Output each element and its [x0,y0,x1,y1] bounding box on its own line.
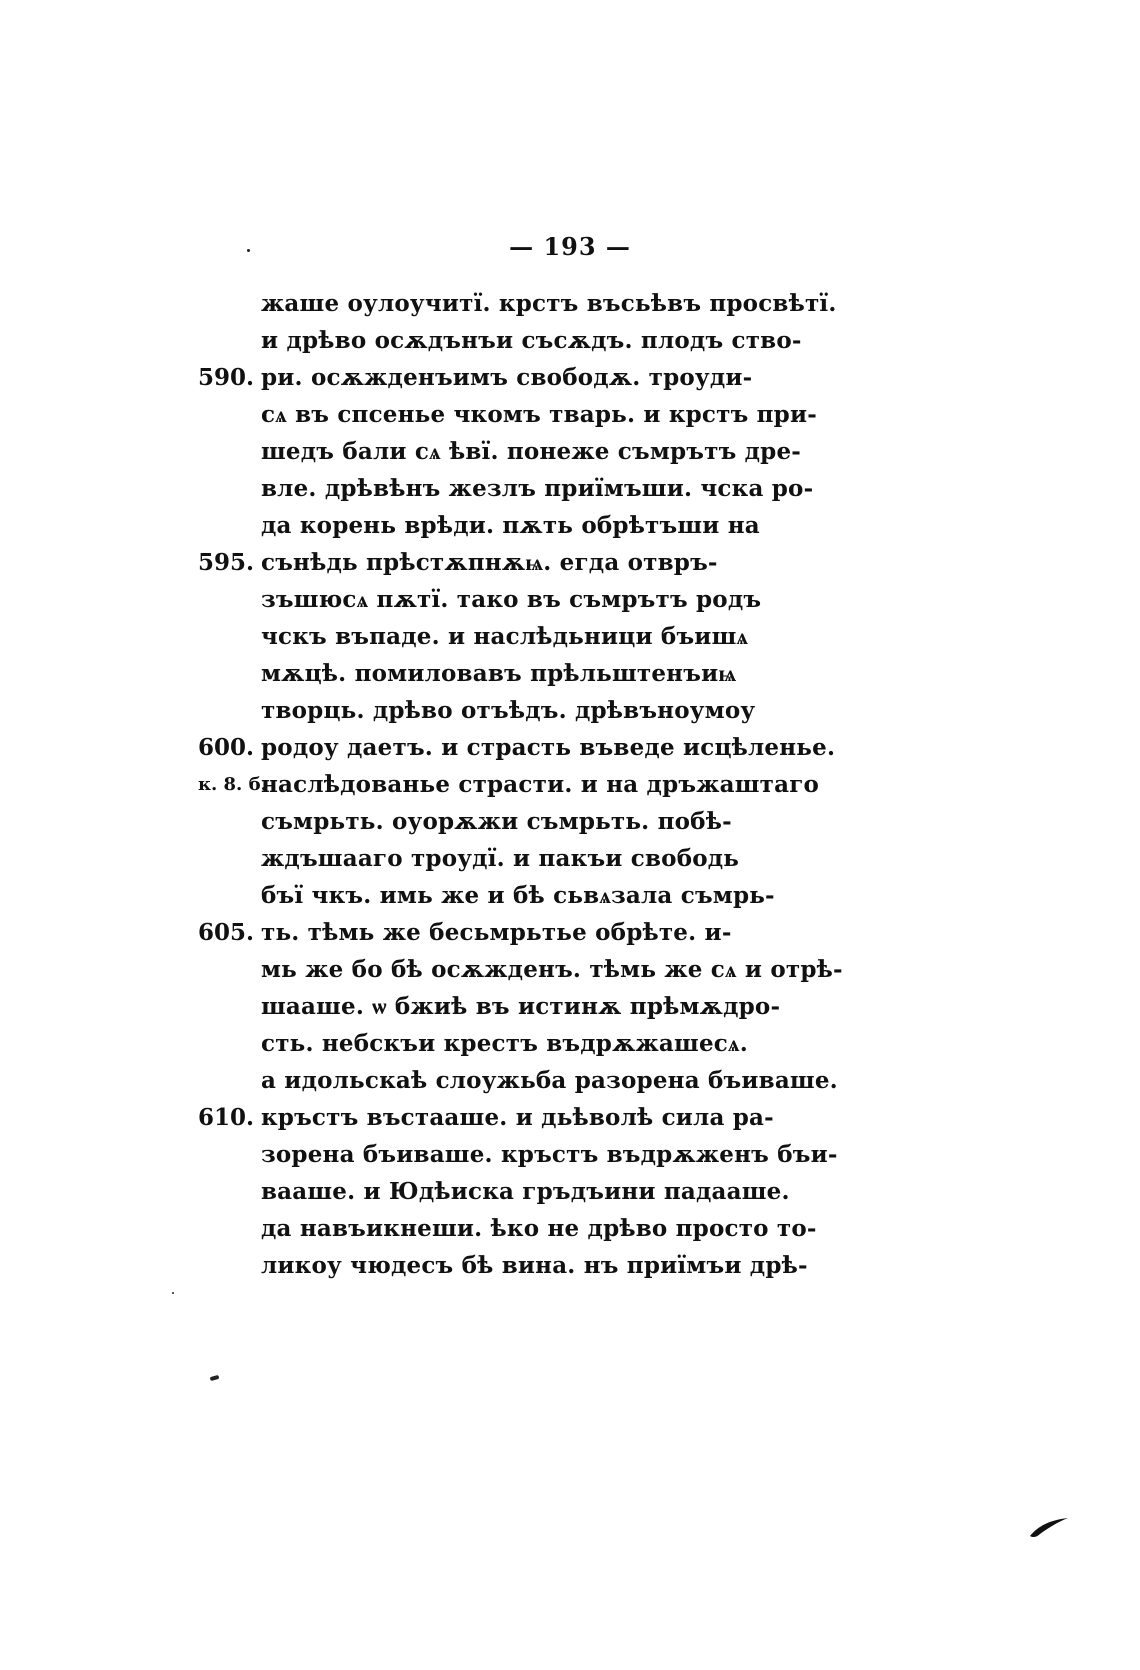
text-line [198,618,1058,655]
text-line [198,322,1058,359]
text-line [198,1210,1058,1247]
page-number: — 193 — [509,232,631,261]
text-line [198,988,1058,1025]
text-line [198,433,1058,470]
text-line [198,877,1058,914]
line-text: ть. тѣмь же бесьмрьтье обрѣте. и- [261,919,732,946]
text-line [198,803,1058,840]
line-text: жаше оулоучитї. крстъ въсьѣвъ просвѣтї. [261,290,837,317]
text-line [198,396,1058,433]
line-text: зъшюсѧ пѫтї. тако въ съмрътъ родъ [261,586,762,613]
text-line [198,507,1058,544]
text-line [198,1173,1058,1210]
text-line [198,655,1058,692]
text-line [198,951,1058,988]
line-text: творць. дрѣво отъѣдъ. дрѣвъноумоу [261,697,756,724]
line-text: мѫцѣ. помиловавъ прѣльштенъиѩ [261,660,737,687]
line-number: 610. [198,1104,255,1131]
line-text: вле. дрѣвѣнъ жезлъ приїмъши. чска ро- [261,475,814,502]
folio-reference: к. 8. б. [198,774,267,795]
line-text: да корень врѣди. пѫть обрѣтъши на [261,512,760,539]
line-number: 600. [198,734,255,761]
text-line [198,285,1058,322]
line-number: 590. [198,364,255,391]
text-line [198,766,1058,803]
line-text: ликоу чюдесъ бѣ вина. нъ приїмъи дрѣ- [261,1252,808,1279]
line-text: шааше. ѡ бжиѣ въ истинѫ прѣмѫдро- [261,993,781,1020]
line-text: сть. небскъи крестъ въдрѫжашесѧ. [261,1030,748,1057]
text-line [198,692,1058,729]
text-line [198,840,1058,877]
text-line [198,1025,1058,1062]
line-text: и дрѣво осѫдънъи съсѫдъ. плодъ ство- [261,327,802,354]
line-text: вааше. и Юдѣиска гръдъини падааше. [261,1178,790,1205]
line-text: бъї чкъ. имь же и бѣ сьвѧзала съмрь- [261,882,775,909]
line-text: сънѣдь прѣстѫпнѫѩ. егда отвръ- [261,549,718,576]
text-block [198,285,1058,1284]
text-line [198,914,1058,951]
quill-mark-icon [1028,1514,1070,1540]
text-line [198,1062,1058,1099]
text-line [198,1099,1058,1136]
line-text: да навъикнеши. ѣко не дрѣво просто то- [261,1215,817,1242]
line-text: ри. осѫжденъимъ свободѫ. троуди- [261,364,753,391]
line-text: родоу даетъ. и страсть въведе исцѣленье. [261,734,836,761]
text-line [198,470,1058,507]
line-text: чскъ въпаде. и наслѣдьници бъишѧ [261,623,749,650]
ink-speck [210,1375,220,1381]
text-line [198,359,1058,396]
line-text: ждъшааго троудї. и пакъи свободь [261,845,740,872]
ink-speck [172,1292,174,1294]
line-text: съмрьть. оуорѫжи съмрьть. побѣ- [261,808,732,835]
line-text: сѧ въ спсенье чкомъ тварь. и крстъ при- [261,401,817,428]
line-text: а идольскаѣ слоужьба разорена бъиваше. [261,1067,838,1094]
text-line [198,1247,1058,1284]
line-text: зорена бъиваше. кръстъ въдрѫженъ бъи- [261,1141,838,1168]
line-number: 595. [198,549,255,576]
line-text: наслѣдованье страсти. и на дръжаштаго [261,771,820,798]
line-text: кръстъ въстааше. и дьѣволѣ сила ра- [261,1104,774,1131]
text-line [198,544,1058,581]
text-line [198,581,1058,618]
text-line [198,1136,1058,1173]
text-line [198,729,1058,766]
line-text: шедъ бали сѧ ѣвї. понеже съмрътъ дре- [261,438,802,465]
line-number: 605. [198,919,255,946]
line-text: мь же бо бѣ осѫжденъ. тѣмь же сѧ и отрѣ- [261,956,843,983]
